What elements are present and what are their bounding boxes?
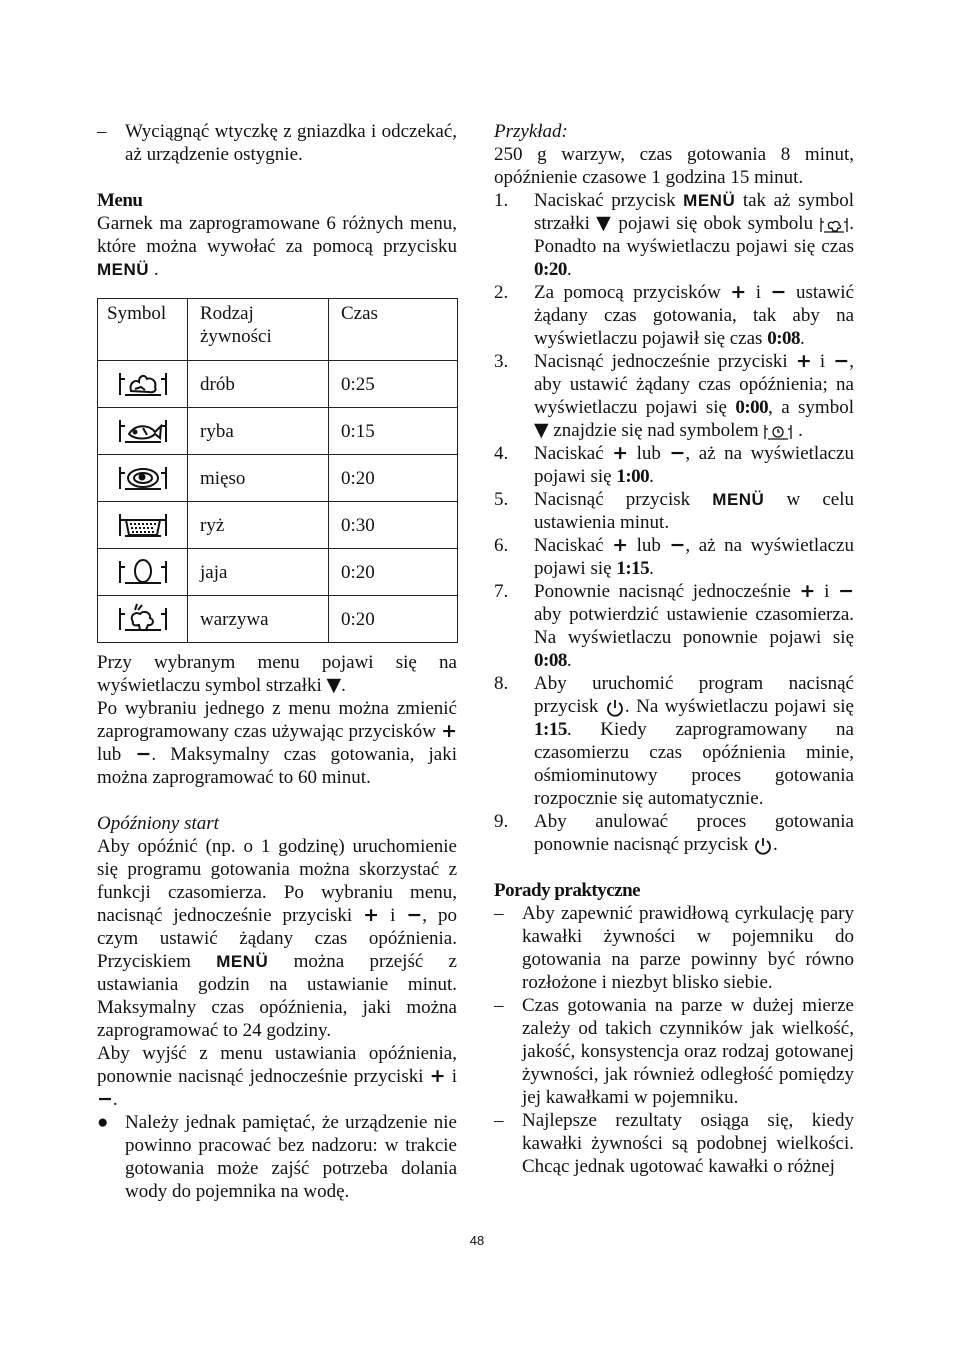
menu-table: [97, 298, 458, 643]
meat-icon: [115, 459, 171, 497]
right-column: [494, 120, 854, 1178]
plus-icon: +: [612, 442, 629, 464]
example-heading: Przykład:: [494, 121, 568, 142]
minus-icon: −: [838, 580, 855, 602]
step-8: 8. Aby uruchomić program nacisnąć przycisk . Na wyświetlaczu pojawi się 1:15. Kiedy zaprogramowany na czasomierzu czas opóźnienia minie, ośmiominutowy proces gotowania rozpocznie się automatycznie.: [494, 673, 854, 809]
time-cell: 0:20: [329, 549, 458, 596]
vegetables-icon: [115, 600, 171, 638]
time-cell: 0:15: [329, 408, 458, 455]
menu-paragraph: Garnek ma zaprogramowane 6 różnych menu, które można wywołać za pomocą przycisku MENÜ .: [97, 213, 457, 280]
minus-icon: −: [770, 281, 787, 303]
arrow-paragraph: Przy wybranym menu pojawi się na wyświetlaczu symbol strzałki ▼.: [97, 652, 457, 696]
power-icon: [605, 698, 625, 718]
step-4: 4. Naciskać + lub −, aż na wyświetlaczu pojawi się 1:00.: [494, 442, 854, 487]
minus-icon: −: [406, 904, 423, 926]
food-cell: mięso: [188, 455, 329, 502]
plus-icon: +: [429, 1065, 446, 1087]
time-cell: 0:20: [329, 455, 458, 502]
plus-icon: +: [441, 720, 457, 742]
arrow-down-icon: ▼: [534, 419, 549, 441]
menu-button-label: MENÜ: [712, 490, 765, 509]
list-item: – Najlepsze rezultaty osiąga się, kiedy kawałki żywności są podobnej wielkości. Chcąc jednak ugotować kawałki o różnej: [494, 1110, 854, 1177]
plus-icon: +: [795, 350, 812, 372]
step-2: 2. Za pomocą przycisków + i − ustawić żądany czas gotowania, tak aby na wyświetlaczu pojawił się czas 0:08.: [494, 281, 855, 349]
minus-icon: −: [135, 743, 152, 765]
plus-icon: +: [799, 580, 816, 602]
warning-item: [97, 1111, 457, 1203]
rice-icon: [115, 506, 171, 544]
dash-marker: –: [97, 121, 107, 142]
step-5: 5. Nacisnąć przycisk MENÜ w celu ustawienia minut.: [494, 489, 854, 533]
left-column: [97, 120, 457, 1203]
list-item: – Czas gotowania na parze w dużej mierze zależy od takich czynników jak wielkość, jakość, konsystencja oraz rodzaj gotowanej żywności, jak również odległość pomiędzy jej kawałkami w pojemniku.: [494, 995, 854, 1108]
plus-icon: +: [363, 904, 380, 926]
table-row: [98, 455, 458, 502]
minus-icon: −: [97, 1088, 113, 1110]
menu-button-label: MENÜ: [683, 191, 736, 210]
step-3: 3. Nacisnąć jednocześnie przyciski + i −, aby ustawić żądany czas opóźnienia; na wyświetlaczu pojawi się 0:00, a symbol ▼ znajdzie się nad symbolem .: [494, 350, 855, 441]
time-cell: 0:30: [329, 502, 458, 549]
step-7: 7. Ponownie nacisnąć jednocześnie + i − aby potwierdzić ustawienie czasomierza. Na wyświetlaczu ponownie pojawi się 0:08.: [494, 580, 855, 671]
minus-icon: −: [669, 442, 686, 464]
exit-paragraph: Aby wyjść z menu ustawiania opóźnienia, ponownie nacisnąć jednocześnie przyciski + i −.: [97, 1043, 457, 1110]
food-cell: ryż: [188, 502, 329, 549]
power-icon: [753, 836, 773, 856]
time-cell: 0:25: [329, 361, 458, 408]
header-time: Czas: [329, 299, 458, 361]
step-9: 9. Aby anulować proces gotowania ponownie nacisnąć przycisk .: [494, 811, 854, 855]
change-paragraph: Po wybraniu jednego z menu można zmienić zaprogramowany czas używając przycisków + lub −. Maksymalny czas gotowania, jaki można zaprogramować to 60 minut.: [97, 698, 458, 788]
fish-icon: [115, 412, 171, 450]
timer-icon: [763, 422, 793, 442]
egg-icon: [115, 553, 171, 591]
food-cell: drób: [188, 361, 329, 408]
delay-paragraph: Aby opóźnić (np. o 1 godzinę) uruchomienie się programu gotowania można skorzystać z funkcji czasomierza. Po wybraniu menu, nacisnąć jednocześnie przyciski + i −, po czym ustawić żądany czas opóźnienia. Przyciskiem MENÜ można przejść z ustawiania godzin na ustawianie minut. Maksymalny czas opóźnienia, jaki można zaprogramować to 24 godziny.: [97, 836, 458, 1041]
minus-icon: −: [669, 534, 686, 556]
arrow-down-icon: ▼: [326, 674, 342, 696]
delay-heading: Opóźniony start: [97, 813, 219, 834]
food-cell: jaja: [188, 549, 329, 596]
step-1: 1. Naciskać przycisk MENÜ tak aż symbol strzałki ▼ pojawi się obok symbolu . Ponadto na wyświetlaczu pojawi się czas 0:20.: [494, 190, 855, 280]
warning-text: Należy jednak pamiętać, że urządzenie nie powinno pracować bez nadzoru: w trakcie gotowania może zajść potrzeba dolania wody do pojemnika na wodę.: [125, 1112, 457, 1202]
bullet-icon: ●: [97, 1112, 109, 1133]
header-symbol: Symbol: [98, 299, 188, 361]
header-food: Rodzaj żywności: [188, 299, 329, 361]
tips-heading: Porady praktyczne: [494, 880, 641, 901]
menu-heading: Menu: [97, 190, 143, 211]
menu-button-label: MENÜ: [216, 952, 269, 971]
plus-icon: +: [612, 534, 629, 556]
table-row: [98, 502, 458, 549]
table-header-row: [98, 299, 458, 361]
page-number: 48: [469, 1233, 485, 1248]
plus-icon: +: [730, 281, 747, 303]
time-cell: 0:20: [329, 596, 458, 643]
food-cell: warzywa: [188, 596, 329, 643]
food-cell: ryba: [188, 408, 329, 455]
example-text: 250 g warzyw, czas gotowania 8 minut, opóźnienie czasowe 1 godzina 15 minut.: [494, 144, 854, 188]
minus-icon: −: [833, 350, 850, 372]
table-row: [98, 408, 458, 455]
intro-text: Wyciągnąć wtyczkę z gniazdka i odczekać, aż urządzenie ostygnie.: [125, 121, 457, 165]
step-6: 6. Naciskać + lub −, aż na wyświetlaczu pojawi się 1:15.: [494, 534, 854, 579]
menu-button-label: MENÜ: [97, 260, 150, 279]
arrow-down-icon: ▼: [596, 212, 613, 234]
poultry-icon: [115, 365, 171, 403]
list-item: – Aby zapewnić prawidłową cyrkulację pary kawałki żywności w pojemniku do gotowania na parze powinny być równo rozłożone i niezbyt blisko siebie.: [494, 903, 854, 993]
table-row: [98, 596, 458, 643]
table-row: [98, 361, 458, 408]
table-row: [98, 549, 458, 596]
vegetables-icon: [819, 215, 849, 235]
intro-item: [97, 120, 457, 166]
